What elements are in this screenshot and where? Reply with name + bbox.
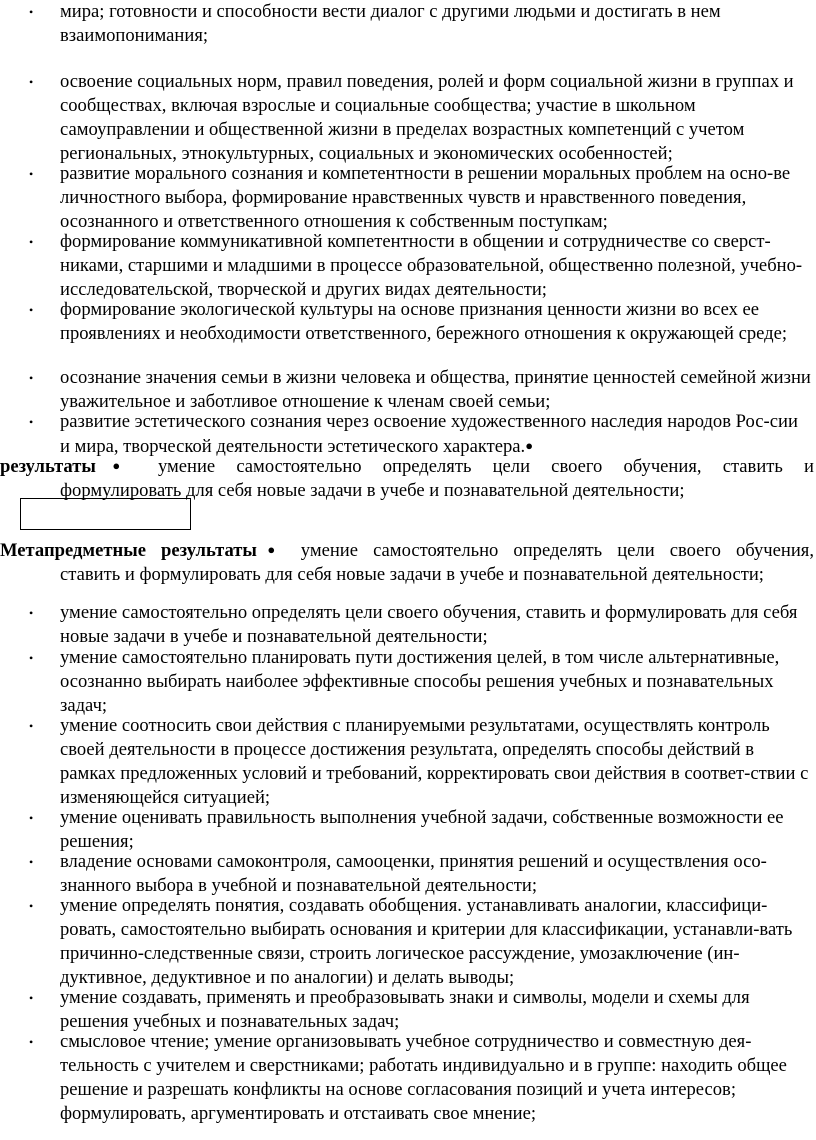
list-item-text-body: развитие эстетического сознания через освоение художественного наследия народов Рос-сии и мира, творческой деятельности эстетического характера.: [60, 411, 798, 457]
results-label: результаты: [0, 456, 96, 477]
bullet: •: [29, 415, 34, 429]
results-line: [0, 454, 814, 503]
list-item-text: мира; готовности и способности вести диалог с другими людьми и достигать в нем взаимопонимания;: [60, 1, 721, 46]
list-item-text: смысловое чтение; умение организовывать учебное сотрудничество и совместную дея-тельность с учителем и сверстниками; работать индивидуально и в группе: находить общее решение и разрешать конфликты на основе согласования позиций и учета интересов; формулировать, аргументировать и отстаивать свое мнение;: [60, 1031, 787, 1124]
list-item-text: умение соотносить свои действия с планируемыми результатами, осуществлять контроль своей деятельности в процессе достижения результата, определять способы действий в рамках предложенных условий и требований, корректировать свои действия в соответ-ствии с изменяющейся ситуацией;: [60, 715, 809, 808]
list-item-text: умение создавать, применять и преобразовывать знаки и символы, модели и схемы для решения учебных и познавательных задач;: [60, 987, 750, 1032]
bullet: •: [29, 1035, 34, 1049]
bullet: •: [29, 719, 34, 733]
list-item-text: формирование коммуникативной компетентности в общении и сотрудничестве со сверст-никами, старшими и младшими в процессе образовательной, общественно полезной, учебно-исследовательской, творческой и других видах деятельности;: [60, 231, 803, 300]
meta-heading-continuation: ставить и формулировать для себя новые задачи в учебе и познавательной деятельности;: [60, 564, 764, 585]
list-item-text: осознание значения семьи в жизни человека и общества, принятие ценностей семейной жизни уважительное и заботливое отношение к членам своей семьи;: [60, 367, 811, 412]
bullet: •: [29, 899, 34, 913]
bullet: •: [29, 855, 34, 869]
list-item-text: [60, 410, 812, 459]
list-item-text: умение определять понятия, создавать обобщения. устанавливать аналогии, классифици-ровать, самостоятельно выбирать основания и критерии для классификации, устанавли-вать причинно-следственные связи, строить логическое рассуждение, умозаключение (ин-дуктивное, дедуктивное и по аналогии) и делать выводы;: [60, 895, 793, 988]
inline-dot: ●: [256, 542, 286, 557]
list-item-text: умение оценивать правильность выполнения учебной задачи, собственные возможности ее решения;: [60, 807, 784, 852]
bullet: •: [29, 303, 34, 317]
results-line-continuation: формулировать для себя новые задачи в учебе и познавательной деятельности;: [60, 480, 685, 501]
list-item-text: развитие морального сознания и компетентности в решении моральных проблем на осно-ве личностного выбора, формирование нравственных чувств и нравственного поведения, осознанного и ответственного отношения к собственным поступкам;: [60, 163, 791, 232]
bullet: •: [29, 235, 34, 249]
bullet: •: [29, 811, 34, 825]
bullet: •: [29, 75, 34, 89]
inline-dot: ●: [525, 438, 534, 453]
meta-heading: [0, 538, 814, 587]
list-item-text: умение самостоятельно определять цели своего обучения, ставить и формулировать для себя новые задачи в учебе и познавательной деятельности;: [60, 602, 798, 647]
bullet: •: [29, 991, 34, 1005]
empty-frame: [20, 498, 191, 530]
list-item-text: формирование экологической культуры на основе признания ценности жизни во всех ее проявлениях и необходимости ответственного, бережного отношения к окружающей среде;: [60, 299, 788, 344]
bullet: •: [29, 5, 34, 19]
list-item-text: умение самостоятельно планировать пути достижения целей, в том числе альтернативные, осознанно выбирать наиболее эффективные способы решения учебных и познавательных задач;: [60, 647, 780, 716]
bullet: •: [29, 371, 34, 385]
results-line-text: умение самостоятельно определять цели своего обучения, ставить и: [157, 456, 814, 477]
inline-dot: ●: [95, 458, 137, 473]
list-item-text: владение основами самоконтроля, самооценки, принятия решений и осуществления осо-знанного выбора в учебной и познавательной деятельности;: [60, 851, 767, 896]
meta-heading-label: Метапредметные результаты: [0, 540, 257, 561]
list-item-text: освоение социальных норм, правил поведения, ролей и форм социальной жизни в группах и сообществах, включая взрослые и социальные сообщества; участие в школьном самоуправлении и общественной жизни в пределах возрастных компетенций с учетом региональных, этнокультурных, социальных и экономических особенностей;: [60, 71, 794, 164]
bullet: •: [29, 606, 34, 620]
meta-heading-text: умение самостоятельно определять цели своего обучения,: [300, 540, 814, 561]
bullet: •: [29, 651, 34, 665]
bullet: •: [29, 167, 34, 181]
